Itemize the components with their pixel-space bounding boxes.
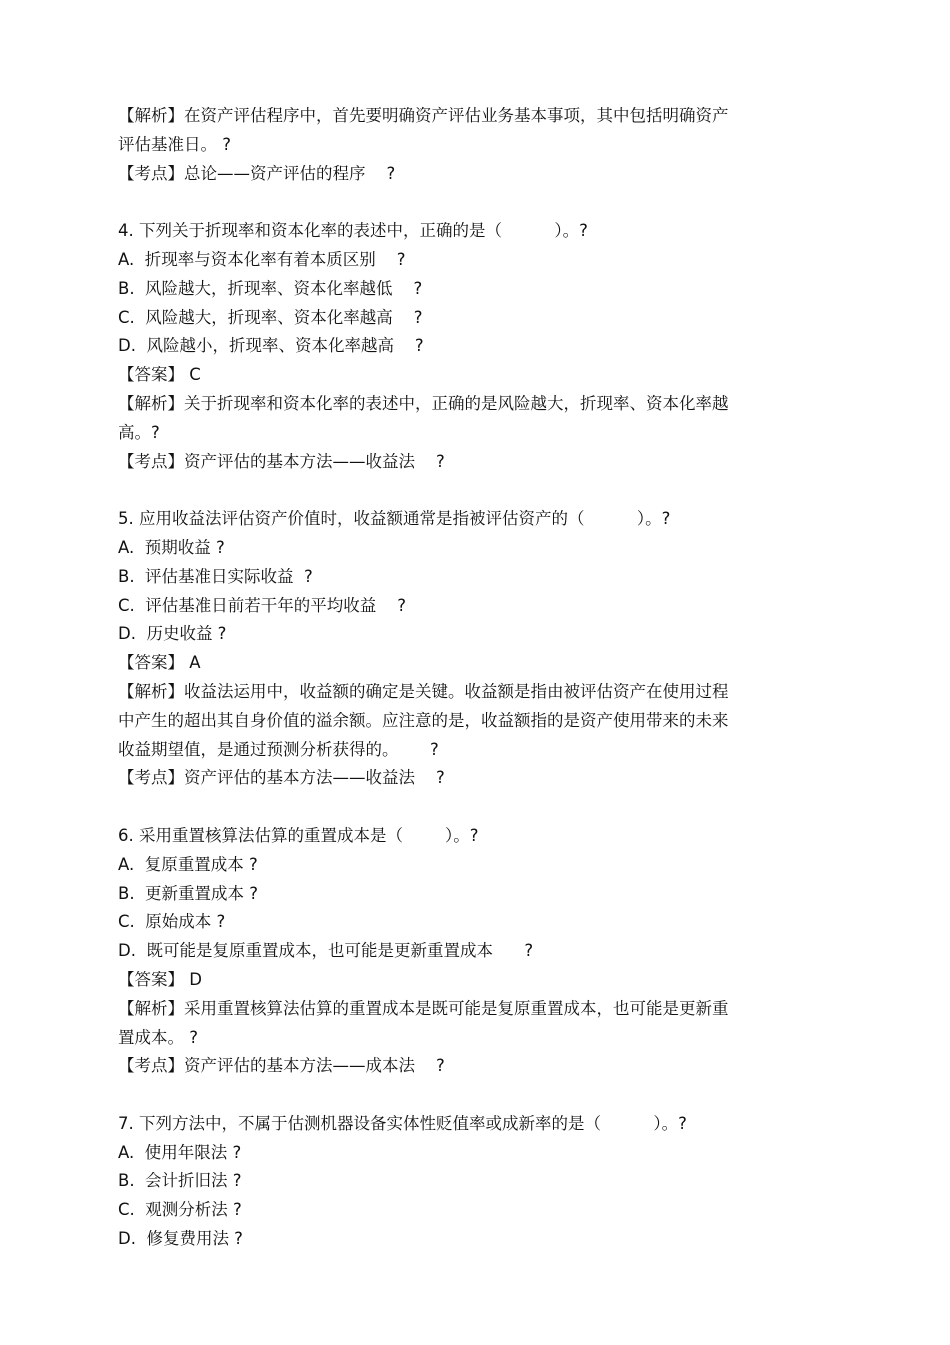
option-b: B. 更新重置成本 ? bbox=[118, 883, 259, 903]
explanation-line: 收益期望值，是通过预测分析获得的。 ? bbox=[118, 739, 439, 759]
question-stem: 4. 下列关于折现率和资本化率的表述中，正确的是（ ）。? bbox=[118, 221, 588, 241]
option-a: A. 预期收益 ? bbox=[118, 537, 225, 557]
explanation-line: 评估基准日。 ? bbox=[118, 134, 232, 154]
question-5 bbox=[118, 505, 783, 793]
option-b: B. 会计折旧法 ? bbox=[118, 1171, 242, 1191]
option-b: B. 评估基准日实际收益 ? bbox=[118, 566, 313, 586]
spacer bbox=[118, 188, 783, 217]
option-c: C. 观测分析法 ? bbox=[118, 1200, 242, 1220]
option-a: A. 复原重置成本 ? bbox=[118, 854, 258, 874]
answer-line: 【答案】 C bbox=[118, 365, 201, 385]
spacer bbox=[118, 793, 783, 822]
option-a: A. 使用年限法 ? bbox=[118, 1142, 242, 1162]
explanation-line: 【解析】关于折现率和资本化率的表述中，正确的是风险越大，折现率、资本化率越 bbox=[118, 393, 729, 413]
key-point-line: 【考点】资产评估的基本方法——收益法 ? bbox=[118, 451, 445, 471]
explanation-line: 高。? bbox=[118, 422, 160, 442]
question-stem: 6. 采用重置核算法估算的重置成本是（ ）。? bbox=[118, 825, 479, 845]
key-point-line: 【考点】总论——资产评估的程序 ? bbox=[118, 163, 396, 183]
spacer bbox=[118, 476, 783, 505]
answer-line: 【答案】 D bbox=[118, 969, 202, 989]
explanation-line: 【解析】收益法运用中，收益额的确定是关键。收益额是指由被评估资产在使用过程 bbox=[118, 681, 729, 701]
document-page bbox=[118, 102, 783, 1254]
question-7 bbox=[118, 1110, 783, 1254]
option-d: D. 历史收益 ? bbox=[118, 624, 227, 644]
question-stem: 5. 应用收益法评估资产价值时，收益额通常是指被评估资产的（ ）。? bbox=[118, 509, 671, 529]
key-point-line: 【考点】资产评估的基本方法——收益法 ? bbox=[118, 768, 445, 788]
key-point-line: 【考点】资产评估的基本方法——成本法 ? bbox=[118, 1056, 445, 1076]
option-c: C. 风险越大，折现率、资本化率越高 ? bbox=[118, 307, 423, 327]
option-d: D. 既可能是复原重置成本，也可能是更新重置成本 ? bbox=[118, 941, 534, 961]
explanation-line: 置成本。 ? bbox=[118, 1027, 199, 1047]
question-6 bbox=[118, 822, 783, 1081]
explanation-line: 【解析】采用重置核算法估算的重置成本是既可能是复原重置成本，也可能是更新重 bbox=[118, 998, 729, 1018]
question-stem: 7. 下列方法中，不属于估测机器设备实体性贬值率或成新率的是（ ）。? bbox=[118, 1113, 687, 1133]
answer-line: 【答案】 A bbox=[118, 653, 201, 673]
option-a: A. 折现率与资本化率有着本质区别 ? bbox=[118, 249, 406, 269]
option-b: B. 风险越大，折现率、资本化率越低 ? bbox=[118, 278, 423, 298]
option-d: D. 修复费用法 ? bbox=[118, 1229, 243, 1249]
spacer bbox=[118, 1081, 783, 1110]
option-c: C. 评估基准日前若干年的平均收益 ? bbox=[118, 595, 406, 615]
block-q3-tail bbox=[118, 102, 783, 188]
explanation-line: 中产生的超出其自身价值的溢余额。应注意的是，收益额指的是资产使用带来的未来 bbox=[118, 710, 729, 730]
option-c: C. 原始成本 ? bbox=[118, 912, 226, 932]
question-4 bbox=[118, 217, 783, 476]
option-d: D. 风险越小，折现率、资本化率越高 ? bbox=[118, 336, 424, 356]
explanation-line: 【解析】在资产评估程序中，首先要明确资产评估业务基本事项，其中包括明确资产 bbox=[118, 106, 729, 125]
